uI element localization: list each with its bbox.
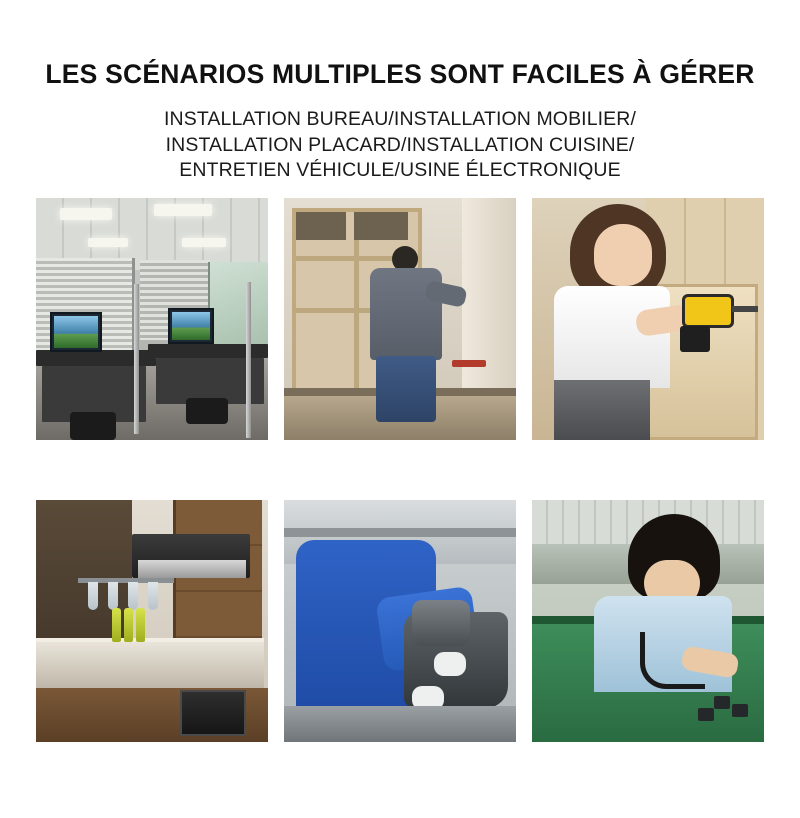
ceiling-light [88, 238, 128, 247]
hanging-glass [108, 582, 118, 610]
bottle [124, 608, 133, 642]
bottle [136, 608, 145, 642]
hanging-glass [148, 582, 158, 610]
photo-kitchen-counter-cabinets [36, 500, 268, 742]
office-scene [36, 198, 268, 440]
partition-post [246, 282, 251, 438]
worker-legs [376, 356, 436, 422]
bottle [112, 608, 121, 642]
countertop [36, 638, 264, 690]
range-hood-panel [138, 560, 246, 578]
photo-closet-cabinet-install [284, 198, 516, 440]
photo-woman-drilling-furniture [532, 198, 764, 440]
photo-grid [36, 198, 764, 742]
hanging-glass [88, 582, 98, 610]
ceiling-light [60, 208, 112, 220]
monitor [168, 308, 214, 344]
subtitle-block [0, 107, 800, 185]
electronic-component [732, 704, 748, 717]
partition-post [134, 284, 139, 434]
worker-shirt [554, 286, 670, 388]
work-glove [434, 652, 466, 676]
monitor [50, 312, 102, 352]
product-infographic-page [0, 18, 800, 818]
hand-tool [452, 360, 486, 367]
worker-face [594, 224, 652, 286]
subtitle-line-1: INSTALLATION BUREAU/INSTALLATION MOBILIER/ [164, 107, 636, 130]
floor [284, 706, 516, 742]
kitchen-scene [36, 500, 268, 742]
office-chair [70, 412, 116, 440]
photo-mechanic-vehicle-service [284, 500, 516, 742]
closet-scene [284, 198, 516, 440]
drill-battery [680, 326, 710, 352]
subtitle-line-2: INSTALLATION PLACARD/INSTALLATION CUISINE/ [165, 133, 635, 156]
electronic-component [714, 696, 730, 709]
ceiling-light [182, 238, 226, 247]
photo-electronics-assembly-line [532, 500, 764, 742]
photo-office-workstations [36, 198, 268, 440]
cabinet-opening [296, 212, 346, 240]
hanging-glass [128, 582, 138, 610]
ceiling-light [154, 204, 212, 216]
subtitle-line-3: ENTRETIEN VÉHICULE/USINE ÉLECTRONIQUE [179, 159, 621, 182]
cabinet-opening [354, 212, 408, 240]
cordless-drill [682, 294, 734, 328]
vehicle-service-scene [284, 500, 516, 742]
electronic-component [698, 708, 714, 721]
office-chair [186, 398, 228, 424]
drilling-scene [532, 198, 764, 440]
page-title: LES SCÉNARIOS MULTIPLES SONT FACILES À GÉRER [45, 58, 755, 89]
vehicle-part-detail [412, 600, 470, 646]
shelf [284, 528, 516, 537]
electronics-scene [532, 500, 764, 742]
worker-pants [554, 380, 650, 440]
built-in-oven [180, 690, 246, 736]
